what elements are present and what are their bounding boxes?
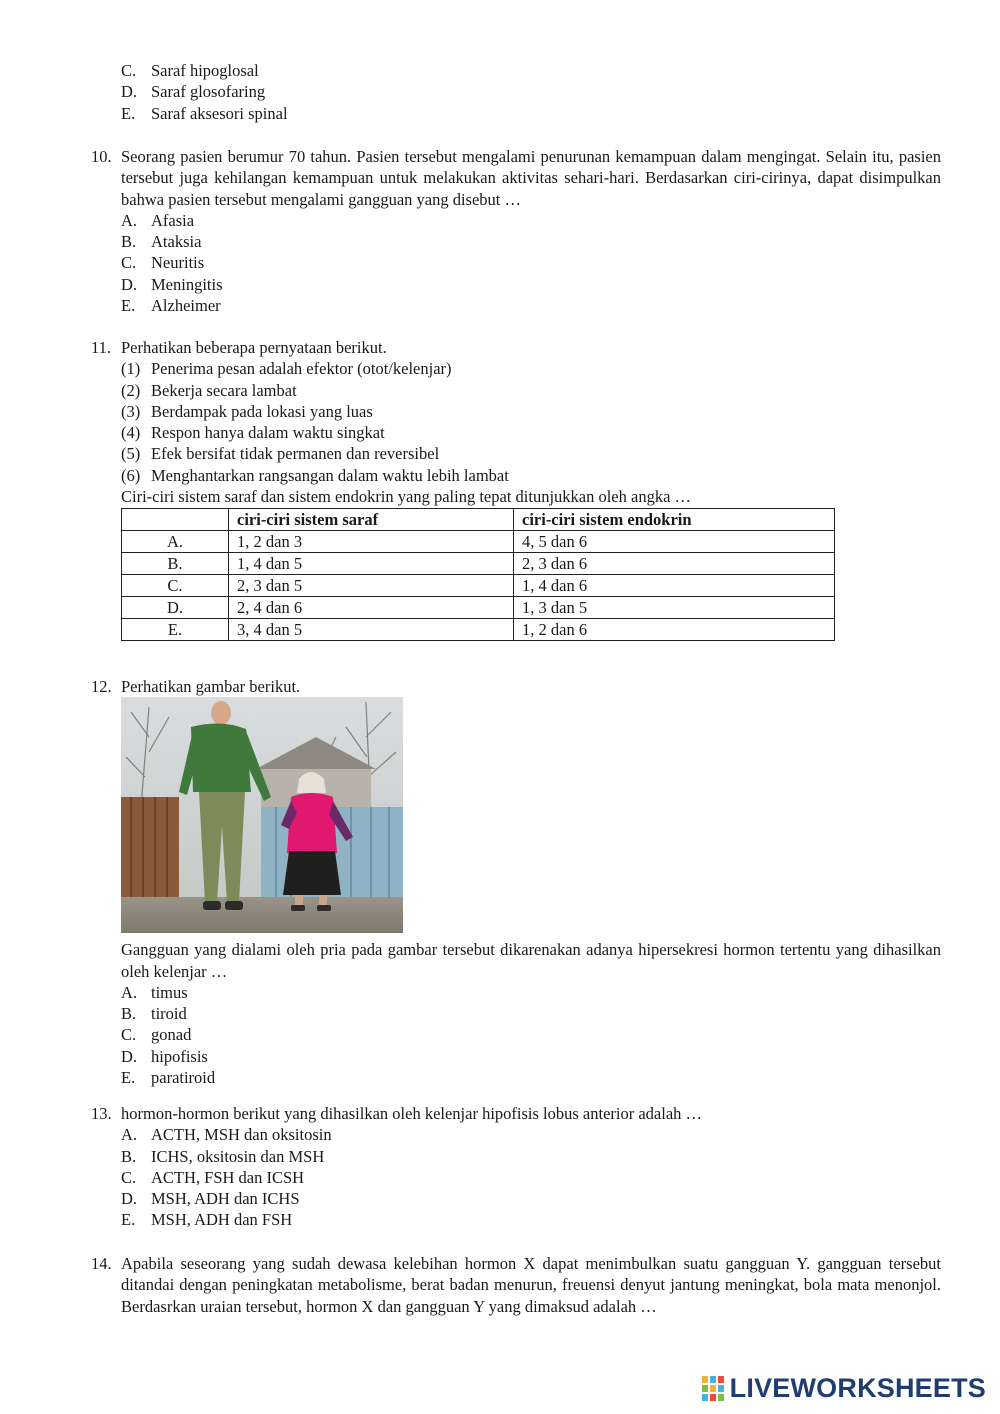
statement-item: (4) Respon hanya dalam waktu singkat	[121, 423, 385, 443]
q12-option-d[interactable]: D. hipofisis	[121, 1046, 208, 1066]
table-cell: D.	[122, 597, 229, 619]
table-row[interactable]	[122, 553, 835, 575]
table-row[interactable]	[122, 619, 835, 641]
question-12	[91, 676, 941, 1088]
question-text: Gangguan yang dialami oleh pria pada gambar tersebut dikarenakan adanya hipersekresi hormon tertentu yang dihasilkan oleh kelenjar …	[121, 940, 941, 981]
table-cell: B.	[122, 553, 229, 575]
liveworksheets-grid-icon	[702, 1376, 724, 1402]
table-row[interactable]	[122, 575, 835, 597]
table-cell: 1, 2 dan 3	[229, 531, 514, 553]
question-10	[91, 146, 941, 316]
question-number: 13.	[91, 1104, 112, 1123]
question-number: 14.	[91, 1254, 112, 1273]
q9-options	[121, 60, 941, 124]
table-cell: 1, 4 dan 5	[229, 553, 514, 575]
q10-options	[121, 210, 941, 316]
q10-option-d[interactable]: D. Meningitis	[121, 274, 223, 294]
table-header-cell: ciri-ciri sistem saraf	[229, 509, 514, 531]
question-number: 12.	[91, 677, 112, 696]
statement-item: (6) Menghantarkan rangsangan dalam waktu lebih lambat	[121, 465, 509, 485]
table-cell: 2, 4 dan 6	[229, 597, 514, 619]
question-number: 10.	[91, 147, 112, 166]
table-cell: 2, 3 dan 5	[229, 575, 514, 597]
table-cell: C.	[122, 575, 229, 597]
answer-table	[121, 508, 835, 641]
statement-item: (1) Penerima pesan adalah efektor (otot/kelenjar)	[121, 359, 452, 379]
q12-option-b[interactable]: B. tiroid	[121, 1004, 187, 1024]
table-cell: E.	[122, 619, 229, 641]
q13-options	[121, 1124, 941, 1230]
question-13	[91, 1103, 941, 1231]
table-header-cell	[122, 509, 229, 531]
q13-option-d[interactable]: D. MSH, ADH dan ICHS	[121, 1189, 300, 1209]
q12-options	[121, 982, 941, 1088]
logo-text: LIVEWORKSHEETS	[729, 1373, 986, 1404]
q13-option-a[interactable]: A. ACTH, MSH dan oksitosin	[121, 1125, 332, 1145]
table-row[interactable]	[122, 597, 835, 619]
q11-statements	[121, 358, 941, 486]
table-cell: 3, 4 dan 5	[229, 619, 514, 641]
question-number: 11.	[91, 338, 112, 357]
table-header-row	[122, 509, 835, 531]
table-row[interactable]	[122, 531, 835, 553]
q13-option-b[interactable]: B. ICHS, oksitosin dan MSH	[121, 1146, 325, 1166]
statement-item: (3) Berdampak pada lokasi yang luas	[121, 401, 373, 421]
q10-option-b[interactable]: B. Ataksia	[121, 232, 202, 252]
table-cell: 4, 5 dan 6	[514, 531, 835, 553]
liveworksheets-logo[interactable]	[702, 1374, 986, 1404]
table-header-cell: ciri-ciri sistem endokrin	[514, 509, 835, 531]
table-cell: 1, 2 dan 6	[514, 619, 835, 641]
q10-option-c[interactable]: C. Neuritis	[121, 253, 205, 273]
q10-option-e[interactable]: E. Alzheimer	[121, 296, 221, 316]
question-text: Ciri-ciri sistem saraf dan sistem endokrin yang paling tepat ditunjukkan oleh angka …	[121, 487, 692, 507]
question-text: Apabila seseorang yang sudah dewasa kelebihan hormon X dapat menimbulkan suatu gangguan Y. gangguan tersebut ditandai dengan peningkatan metabolisme, berat badan menurun, freuensi denyut jantung meningkat, bola mata menonjol. Berdasrkan uraian tersebut, hormon X dan gangguan Y yang dimaksud adalah …	[121, 1254, 941, 1316]
question-14	[91, 1253, 941, 1317]
q13-option-c[interactable]: C. ACTH, FSH dan ICSH	[121, 1167, 305, 1187]
q12-option-c[interactable]: C. gonad	[121, 1025, 192, 1045]
q9-option-c[interactable]: C. Saraf hipoglosal	[121, 61, 259, 80]
table-cell: 2, 3 dan 6	[514, 553, 835, 575]
statement-item: (2) Bekerja secara lambat	[121, 380, 297, 400]
q12-option-a[interactable]: A. timus	[121, 982, 188, 1002]
q12-option-e[interactable]: E. paratiroid	[121, 1068, 216, 1088]
photo-tall-man-and-woman	[121, 697, 403, 933]
question-intro: Perhatikan beberapa pernyataan berikut.	[121, 338, 387, 357]
question-text: Seorang pasien berumur 70 tahun. Pasien tersebut mengalami penurunan kemampuan dalam mengingat. Selain itu, pasien tersebut juga kehilangan kemampuan untuk melakukan aktivitas sehari-hari. Berdasarkan ciri-cirinya, dapat disimpulkan bahwa pasien tersebut mengalami gangguan yang disebut …	[121, 147, 941, 209]
table-cell: 1, 4 dan 6	[514, 575, 835, 597]
table-cell: A.	[122, 531, 229, 553]
question-11	[91, 337, 941, 641]
q9-option-d[interactable]: D. Saraf glosofaring	[121, 82, 266, 102]
q10-option-a[interactable]: A. Afasia	[121, 210, 195, 230]
table-cell: 1, 3 dan 5	[514, 597, 835, 619]
statement-item: (5) Efek bersifat tidak permanen dan reversibel	[121, 444, 440, 464]
q13-option-e[interactable]: E. MSH, ADH dan FSH	[121, 1210, 293, 1230]
q9-option-e[interactable]: E. Saraf aksesori spinal	[121, 103, 288, 123]
question-intro: Perhatikan gambar berikut.	[121, 677, 301, 696]
question-text: hormon-hormon berikut yang dihasilkan oleh kelenjar hipofisis lobus anterior adalah …	[121, 1104, 703, 1123]
